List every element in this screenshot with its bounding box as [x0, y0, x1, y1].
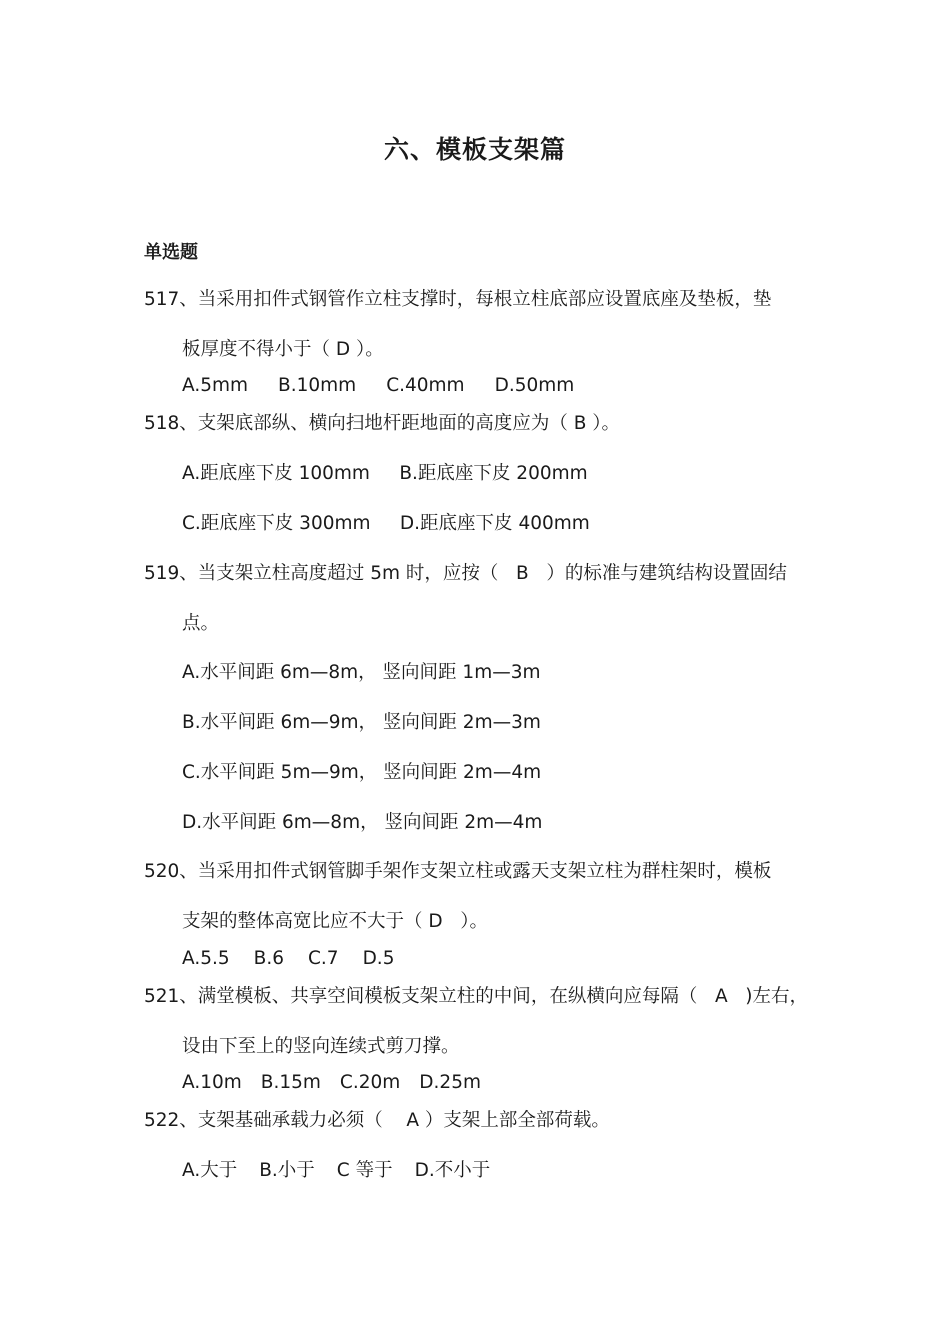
- question-522-text: 522、支架基础承载力必须（ A ）支架上部全部荷载。: [144, 1110, 610, 1131]
- question-517-options: [182, 374, 574, 398]
- question-520-options: [182, 947, 394, 971]
- option-d: D.不小于: [414, 1160, 491, 1181]
- question-519-option-d: D.水平间距 6m—8m， 竖向间距 2m—4m: [182, 812, 543, 833]
- option-c: C.7: [307, 948, 339, 969]
- question-517-text: 517、当采用扣件式钢管作立柱支撑时，每根立柱底部应设置底座及垫板，垫: [144, 289, 772, 310]
- question-519-text-cont: 点。: [182, 613, 220, 634]
- section-heading: 单选题: [144, 242, 198, 263]
- option-c: C 等于: [336, 1160, 393, 1181]
- option-a: A.大于: [182, 1160, 238, 1181]
- option-b: B.6: [253, 948, 284, 969]
- question-519-option-a: A.水平间距 6m—8m， 竖向间距 1m—3m: [182, 662, 541, 683]
- option-d: D.5: [362, 948, 395, 969]
- question-517-text-cont: 板厚度不得小于（ D ）。: [182, 339, 384, 360]
- option-a: A.5.5: [182, 948, 230, 969]
- question-518-text: 518、支架底部纵、横向扫地杆距地面的高度应为（ B ）。: [144, 413, 621, 434]
- page-title: 六、模板支架篇: [383, 135, 566, 164]
- question-521-options: [182, 1071, 481, 1095]
- option-b: B.10mm: [278, 375, 357, 396]
- question-521-text-cont: 设由下至上的竖向连续式剪刀撑。: [182, 1036, 460, 1057]
- option-a: A.5mm: [182, 375, 249, 396]
- question-518-options-row-2: C.距底座下皮 300mm D.距底座下皮 400mm: [182, 513, 590, 534]
- option-b: B.小于: [259, 1160, 315, 1181]
- option-d: D.25m: [419, 1072, 481, 1093]
- option-a: A.10m: [182, 1072, 242, 1093]
- question-519-text: 519、当支架立柱高度超过 5m 时，应按（ B ）的标准与建筑结构设置固结: [144, 563, 787, 584]
- option-b: B.15m: [260, 1072, 321, 1093]
- option-c: C.20m: [339, 1072, 401, 1093]
- question-520-text-cont: 支架的整体高宽比应不大于（ D ）。: [182, 911, 489, 932]
- question-519-option-b: B.水平间距 6m—9m， 竖向间距 2m—3m: [182, 712, 541, 733]
- question-521-text: 521、满堂模板、共享空间模板支架立柱的中间，在纵横向应每隔（ A )左右，: [144, 986, 808, 1007]
- question-519-option-c: C.水平间距 5m—9m， 竖向间距 2m—4m: [182, 762, 542, 783]
- option-d: D.50mm: [494, 375, 575, 396]
- question-522-options: [182, 1159, 490, 1183]
- option-c: C.40mm: [386, 375, 465, 396]
- question-518-options-row-1: A.距底座下皮 100mm B.距底座下皮 200mm: [182, 463, 588, 484]
- question-520-text: 520、当采用扣件式钢管脚手架作支架立柱或露天支架立柱为群柱架时，模板: [144, 861, 772, 882]
